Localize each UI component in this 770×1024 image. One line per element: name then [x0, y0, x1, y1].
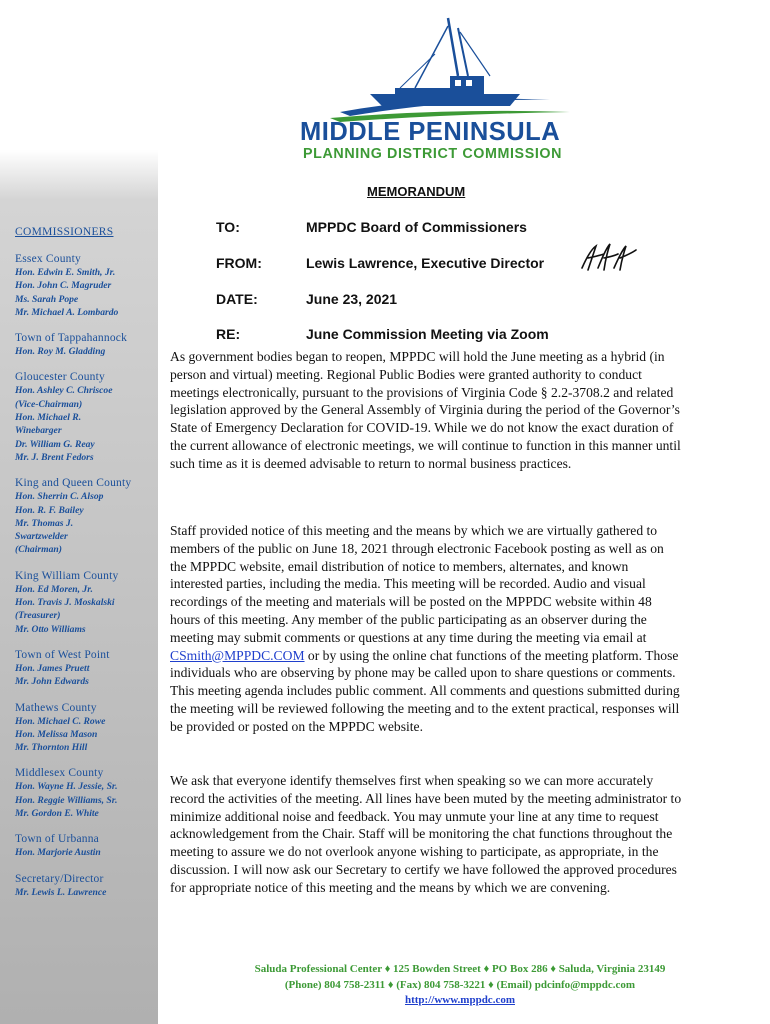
member-name: Mr. Michael A. Lombardo: [15, 306, 119, 318]
commissioner-group: [15, 648, 161, 689]
group-name: Middlesex County: [15, 767, 104, 780]
paragraph-3: We ask that everyone identify themselves first when speaking so we can more accurately record the activities of the meeting. All lines have been muted by the meeting administrator to minimize additional noise and feedback. You may unmute your line at any time to request acknowledgement from the Chair. Staff will be monitoring the chat functions throughout the meeting to assure we do not overlook anyone wishing to participate, as appropriate, in the discussion. I will now ask our Secretary to certify we have followed the approved procedures for appropriate notice of this meeting and the means by which we are convening.: [170, 773, 682, 895]
date-label: DATE:: [216, 291, 258, 307]
group-name: Mathews County: [15, 701, 97, 714]
member-name: Winebarger: [15, 425, 62, 437]
group-name: Town of West Point: [15, 648, 110, 661]
member-name: Mr. Lewis L. Lawrence: [15, 886, 107, 898]
from-label: FROM:: [216, 255, 262, 271]
organization-name: MIDDLE PENINSULA: [300, 118, 561, 146]
to-value: MPPDC Board of Commissioners: [306, 219, 527, 235]
commissioners-heading: COMMISSIONERS: [15, 226, 114, 238]
paragraph-2-text-b: or by using the online chat functions of the meeting platform. Those individuals who are observing by phone may be called upon to share questions or comments. This meeting agenda includes public comment. All comments and questions submitted during the meeting will be reviewed following the meeting and to the extent practical, responses will be provided or posted on the MPPDC website.: [170, 647, 680, 734]
member-name: Hon. Michael R.: [15, 412, 82, 424]
member-name: Hon. Ashley C. Chriscoe: [15, 385, 113, 397]
member-name: Mr. Thornton Hill: [15, 742, 88, 754]
commissioner-groups: [15, 252, 161, 899]
re-value: June Commission Meeting via Zoom: [306, 326, 549, 342]
member-name: Hon. Ed Moren, Jr.: [15, 583, 93, 595]
member-name: Dr. William G. Reay: [15, 438, 95, 450]
organization-subtitle: PLANNING DISTRICT COMMISSION: [303, 146, 563, 162]
commissioners-list: [15, 226, 161, 911]
paragraph-2-text-a: Staff provided notice of this meeting and the means by which we are virtually gathered to members of the public on June 18, 2021 through electronic Facebook posting as well as on the MPPDC website, email distribution of notice to members, alternates, and known interested parties, including the media. This meeting will be recorded. Audio and visual recordings of the meeting and materials will be posted on the MPPDC website within 48 hours of this meeting. Any member of the public participating as an observer during the meeting may submit comments or questions at any time during the meeting via email at: [170, 523, 664, 645]
email-link[interactable]: CSmith@MPPDC.COM: [170, 647, 305, 663]
member-name: Hon. Sherrin C. Alsop: [15, 491, 104, 503]
group-name: Town of Tappahannock: [15, 332, 128, 345]
group-name: Secretary/Director: [15, 872, 104, 885]
member-name: (Chairman): [15, 544, 62, 556]
footer-address: Saluda Professional Center ♦ 125 Bowden Street ♦ PO Box 286 ♦ Saluda, Virginia 23149: [254, 963, 666, 975]
member-name: Mr. Thomas J.: [15, 517, 74, 529]
member-name: Mr. J. Brent Fedors: [15, 451, 94, 463]
footer-contact: (Phone) 804 758-2311 ♦ (Fax) 804 758-3221 ♦ (Email) pdcinfo@mppdc.com: [284, 978, 636, 991]
member-name: Hon. Marjorie Austin: [15, 847, 101, 859]
re-label: RE:: [216, 326, 241, 342]
member-name: Swartzwelder: [15, 531, 68, 543]
footer-website-link[interactable]: http://www.mppdc.com: [404, 994, 515, 1006]
footer: [160, 962, 760, 1009]
from-value: Lewis Lawrence, Executive Director: [306, 255, 545, 271]
member-name: Ms. Sarah Pope: [15, 293, 79, 305]
commissioner-group: [15, 872, 161, 899]
commissioner-group: [15, 252, 161, 319]
commissioner-group: [15, 370, 161, 464]
commissioner-group: [15, 331, 161, 358]
commissioner-group: [15, 701, 161, 755]
member-name: Hon. Michael C. Rowe: [15, 715, 106, 727]
member-name: Hon. Wayne H. Jessie, Sr.: [15, 781, 118, 793]
group-name: Essex County: [15, 253, 81, 265]
group-name: Town of Urbanna: [15, 833, 99, 846]
member-name: Hon. James Pruett: [15, 662, 90, 674]
group-name: King and Queen County: [15, 477, 132, 490]
signature-image: [578, 240, 640, 274]
member-name: Hon. Travis J. Moskalski: [15, 597, 115, 609]
paragraph-1: As government bodies began to reopen, MPPDC will hold the June meeting as a hybrid (in person and virtual) meeting. Regional Public Bodies were granted authority to conduct meetings electronically, pursuant to the provisions of Virginia Code § 2.2-3708.2 and related legislation approved by the General Assembly of Virginia during the period of the Governor’s State of Emergency Declaration for COVID-19. While we do not know the exact duration of the current allowance of electronic meetings, we will continue to function in this manner until such time as it is deemed advisable to return to normal business practices.: [170, 349, 681, 471]
member-name: (Vice-Chairman): [15, 398, 83, 410]
commissioner-group: [15, 832, 161, 859]
member-name: Hon. Reggie Williams, Sr.: [15, 794, 118, 806]
date-value: June 23, 2021: [306, 291, 398, 307]
member-name: Hon. Roy M. Gladding: [15, 346, 106, 358]
group-name: Gloucester County: [15, 371, 105, 384]
member-name: Mr. John Edwards: [15, 676, 89, 688]
member-name: Hon. Melissa Mason: [15, 728, 98, 740]
member-name: Hon. John C. Magruder: [15, 280, 112, 292]
commissioner-group: [15, 569, 161, 636]
member-name: Hon. R. F. Bailey: [15, 504, 84, 516]
paragraph-2: [170, 522, 682, 736]
group-name: King William County: [15, 569, 119, 582]
commissioner-group: [15, 476, 161, 556]
to-label: TO:: [216, 219, 240, 235]
memo-title: MEMORANDUM: [367, 184, 466, 199]
member-name: Hon. Edwin E. Smith, Jr.: [15, 267, 116, 278]
member-name: Mr. Gordon E. White: [15, 808, 99, 820]
member-name: Mr. Otto Williams: [15, 623, 86, 635]
member-name: (Treasurer): [15, 610, 61, 622]
commissioner-group: [15, 766, 161, 820]
